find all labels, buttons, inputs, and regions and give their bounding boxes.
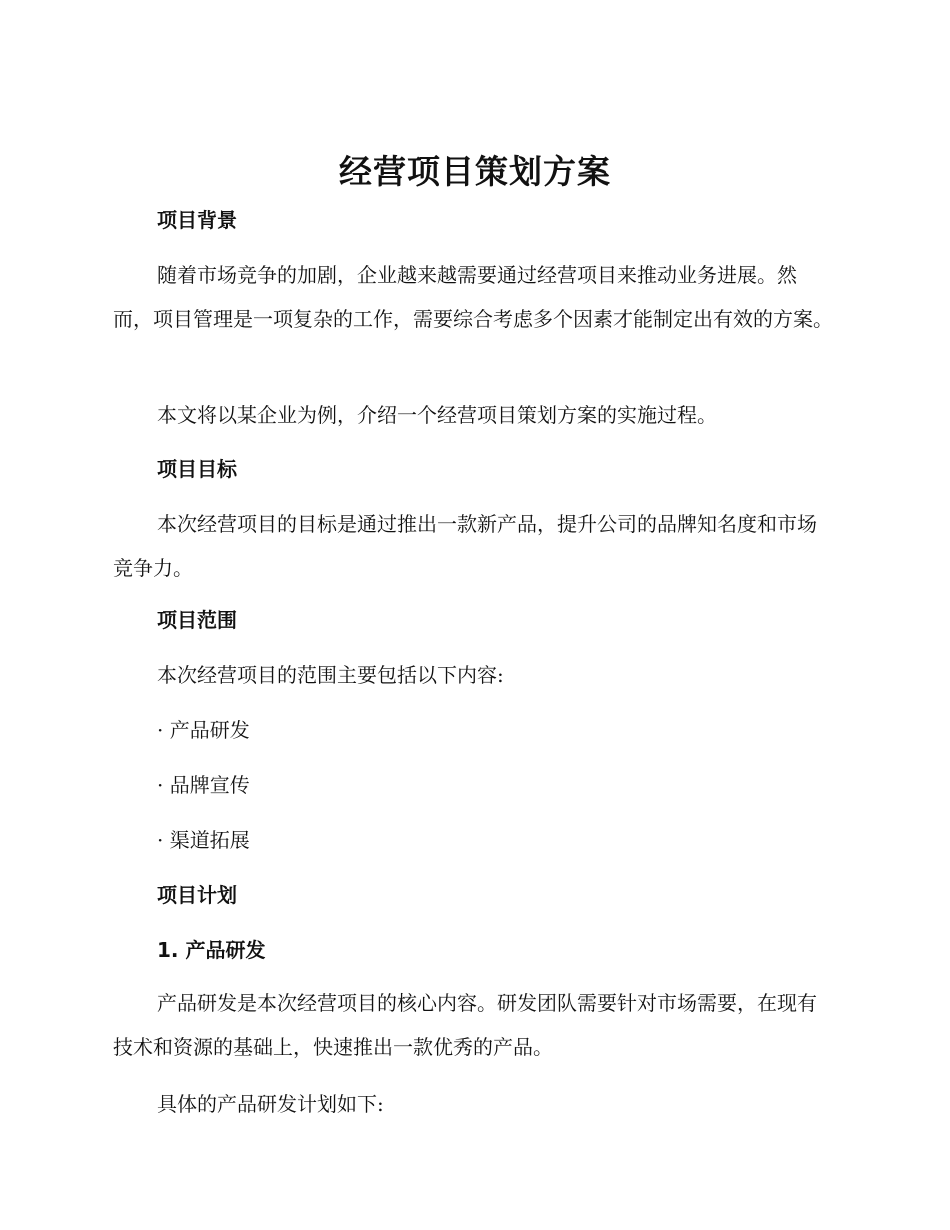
heading-goal: 项目目标 <box>157 457 237 481</box>
scope-intro: 本次经营项目的范围主要包括以下内容: <box>157 663 504 687</box>
scope-item-product-dev: · 产品研发 <box>157 718 250 742</box>
product-dev-paragraph: 产品研发是本次经营项目的核心内容。研发团队需要针对市场需要，在现有技术和资源的基础上，快速推出一款优秀的产品。 <box>113 991 817 1059</box>
heading-background: 项目背景 <box>157 208 237 232</box>
scope-item-brand-promo: · 品牌宣传 <box>157 773 250 797</box>
subheading-product-dev: 1. 产品研发 <box>157 938 266 962</box>
background-paragraph-2: 本文将以某企业为例，介绍一个经营项目策划方案的实施过程。 <box>157 403 717 427</box>
product-dev-intro: 具体的产品研发计划如下: <box>157 1092 384 1116</box>
heading-scope: 项目范围 <box>157 608 237 632</box>
document-title: 经营项目策划方案 <box>339 152 611 191</box>
heading-plan: 项目计划 <box>157 883 237 907</box>
scope-item-channel-expansion: · 渠道拓展 <box>157 828 250 852</box>
background-paragraph-1: 随着市场竞争的加剧，企业越来越需要通过经营项目来推动业务进展。然而，项目管理是一项复杂的工作，需要综合考虑多个因素才能制定出有效的方案。 <box>113 263 833 331</box>
goal-paragraph: 本次经营项目的目标是通过推出一款新产品，提升公司的品牌知名度和市场竞争力。 <box>113 512 817 580</box>
